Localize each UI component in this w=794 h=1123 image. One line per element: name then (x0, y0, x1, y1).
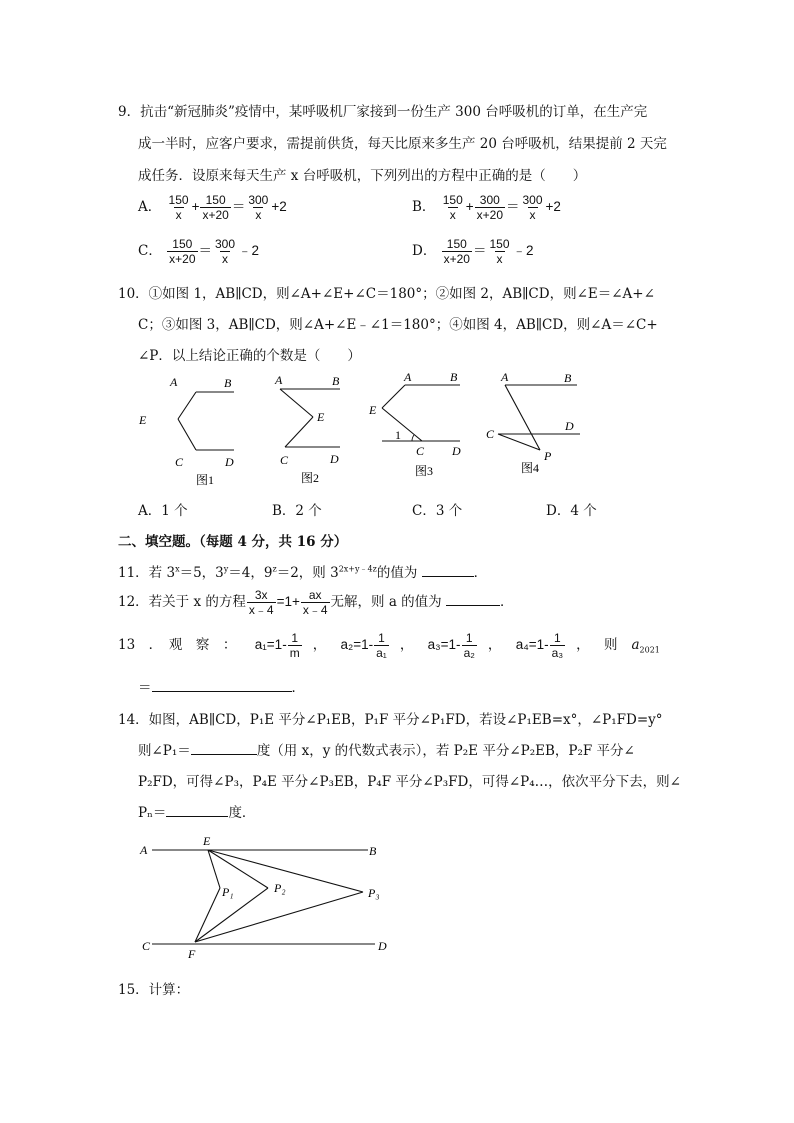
q12: 12．若关于 x 的方程 $\frac{3x}{x﹣4}$ =1+ $\frac{ax}{x﹣4}$ 无解，则 a 的值为 ． (118, 588, 514, 617)
label-p3: P₃ (368, 886, 380, 900)
q9-option-c[interactable]: C． $\frac{150}{x+20}$ ＝ $\frac{300}{x}$ ﹣2 (138, 237, 260, 266)
fraction: $\frac{ax}{x﹣4}$ (302, 588, 328, 617)
q14-line2: 则∠P₁＝ 度（用 x，y 的代数式表示），若 P₂E 平分∠P₂EB，P₂F 平分∠ (138, 743, 635, 759)
fig2-caption: 图2 (301, 471, 320, 485)
q14-line1: 14．如图，AB∥CD，P₁E 平分∠P₁EB，P₁F 平分∠P₁FD，若设∠P₁EB=x°，∠P₁FD=y° (118, 712, 663, 728)
q9-option-a[interactable]: A． $\frac{150}{x}$ + $\frac{150}{x+20}$ ＝ $\frac{300}{x}$ +2 (138, 193, 287, 222)
fraction: $\frac{150}{x}$ (168, 193, 189, 222)
fig1-caption: 图1 (196, 473, 215, 487)
section-title-fill-in: 二、填空题。（每题 4 分，共 16 分） (118, 534, 348, 550)
label-d: D (378, 939, 387, 953)
fraction: $\frac{1}{\text{a₁}}$ (376, 631, 387, 660)
label-a: A (140, 843, 148, 857)
label-f: F (188, 947, 196, 961)
fig1-line-ec (178, 419, 196, 450)
fig1-label-c: C (175, 455, 184, 469)
fig4-label-c: C (486, 427, 495, 441)
q9-option-d[interactable]: D． $\frac{150}{x+20}$ ＝ $\frac{150}{x}$ ﹣2 (412, 237, 534, 266)
line-e-p1 (208, 850, 220, 888)
fig1-label-b: B (224, 376, 232, 390)
q13-answer-blank[interactable] (152, 691, 292, 692)
fig1-label-d: D (225, 455, 234, 469)
q10-figures (130, 370, 600, 490)
fig3-caption: 图3 (415, 464, 434, 478)
q10-line1: 10．①如图 1，AB∥CD，则∠A+∠E+∠C＝180°；②如图 2，AB∥CD，则∠E＝∠A+∠ (118, 286, 655, 302)
fig3-label-b: B (450, 370, 458, 384)
fig3-line-ae (382, 385, 405, 408)
label-e: E (203, 834, 211, 848)
fig4-label-d: D (565, 419, 574, 433)
line-p3-f (195, 892, 363, 942)
fraction: $\frac{150}{x}$ (442, 193, 463, 222)
q14-figure (130, 830, 400, 965)
fig2-label-d: D (330, 452, 339, 466)
fraction: $\frac{1}{m}$ (289, 631, 300, 660)
q14-line4: Pₙ＝ 度． (138, 805, 256, 821)
fig2-line-ec (285, 417, 313, 447)
fraction: $\frac{1}{\text{a₃}}$ (551, 631, 564, 660)
fig3-angle-arc (412, 435, 414, 441)
q14-line3: P₂FD，可得∠P₃，P₄E 平分∠P₃EB，P₄F 平分∠P₃FD，可得∠P₄…，依次平分下去，则∠ (138, 774, 681, 790)
q9-line2: 成一半时，应客户要求，需提前供货，每天比原来多生产 20 台呼吸机，结果提前 2 天完 (138, 136, 667, 152)
fraction: $\frac{300}{x+20}$ (476, 193, 503, 222)
label-p1: P₁ (222, 885, 234, 899)
label-c: C (142, 939, 151, 953)
fraction: $\frac{300}{x}$ (248, 193, 269, 222)
fraction: $\frac{1}{\text{a₂}}$ (463, 631, 475, 660)
fig1-label-a: A (170, 375, 178, 389)
figure-2 (274, 373, 340, 485)
fraction: $\frac{150}{x}$ (489, 237, 510, 266)
label-p2: P₂ (274, 881, 286, 895)
fig4-caption: 图4 (521, 461, 540, 475)
fig2-label-c: C (280, 453, 289, 467)
q11: 11．若 $3^x=5$，$3^y=4$，$9^z=2$，则 $3^{2x+y﹣4z}$的值为 ． (118, 564, 488, 581)
q11-answer-blank[interactable] (422, 576, 474, 577)
q10-line2: C；③如图 3，AB∥CD，则∠A+∠E﹣∠1＝180°；④如图 4，AB∥CD，则∠A＝∠C+ (138, 317, 658, 333)
fig4-label-p: P (544, 449, 552, 463)
q14-answer-blank-1[interactable] (191, 754, 257, 755)
fraction: $\frac{300}{x}$ (522, 193, 543, 222)
q10-line3: ∠P．以上结论正确的个数是（ ） (138, 348, 361, 364)
fig1-label-e: E (139, 413, 147, 427)
line-p1-f (195, 888, 220, 942)
fig3-label-c: C (416, 444, 425, 458)
q10-option-c[interactable]: C．3 个 (412, 503, 463, 519)
figure-1 (138, 375, 234, 487)
q9-line3: 成任务．设原来每天生产 x 台呼吸机，下列列出的方程中正确的是（ ） (138, 168, 587, 184)
fraction: $\frac{150}{x+20}$ (169, 237, 196, 266)
q14-answer-blank-2[interactable] (166, 816, 228, 817)
fig4-label-b: B (564, 371, 572, 385)
fraction: $\frac{150}{x+20}$ (202, 193, 229, 222)
fig2-label-e: E (317, 410, 325, 424)
fig4-line-cp (498, 434, 540, 450)
fig3-label-e: E (369, 403, 377, 417)
fig3-label-1: 1 (395, 428, 401, 442)
fig3-label-a: A (404, 370, 412, 384)
q12-answer-blank[interactable] (446, 605, 500, 606)
fraction: $\frac{3x}{x﹣4}$ (248, 588, 274, 617)
q10-option-d[interactable]: D．4 个 (546, 503, 597, 519)
q13: 13 ． 观 察 ： a₁=1- $\frac{1}{m}$ ， a₂=1- $\frac{1}{\text{a₁}}$ ， a₃=1- $\frac{1}{\text{a₂}}$ ， a₄=1- $\frac{1}{\text{a₃}}$ ， 则 $a_{2021}$ (118, 631, 660, 660)
fig2-line-ae (280, 389, 313, 417)
fig4-line-ap (505, 385, 540, 450)
q10-option-a[interactable]: A．1 个 (138, 503, 188, 519)
fig3-line-ec (382, 408, 422, 441)
q10-option-b[interactable]: B．2 个 (272, 503, 322, 519)
label-b: B (369, 844, 377, 858)
line-e-p2 (208, 850, 268, 888)
figure-3 (368, 370, 461, 478)
fraction: $\frac{300}{x}$ (215, 237, 236, 266)
fig3-label-d: D (452, 444, 461, 458)
fraction: $\frac{150}{x+20}$ (443, 237, 470, 266)
fig2-label-b: B (332, 374, 340, 388)
figure-4 (486, 370, 580, 475)
fig4-label-a: A (501, 370, 509, 384)
fig1-line-ea (178, 392, 196, 419)
q15: 15．计算： (118, 982, 190, 998)
fig2-label-a: A (275, 373, 283, 387)
q9-line1: 9．抗击“新冠肺炎”疫情中，某呼吸机厂家接到一份生产 300 台呼吸机的订单，在生产完 (118, 104, 648, 120)
q13-answer-line: ＝ ． (138, 680, 305, 696)
q9-option-b[interactable]: B． $\frac{150}{x}$ + $\frac{300}{x+20}$ ＝ $\frac{300}{x}$ +2 (412, 193, 561, 222)
